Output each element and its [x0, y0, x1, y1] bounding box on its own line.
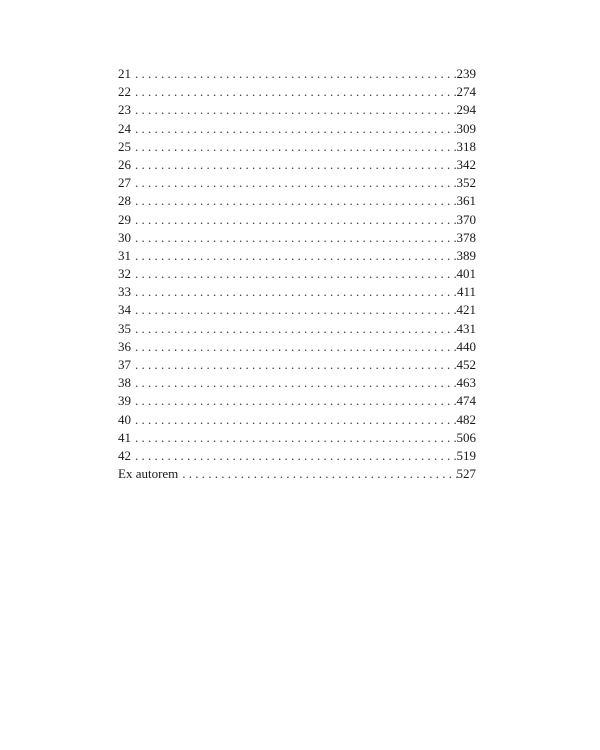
- toc-entry-label: 35: [118, 320, 131, 336]
- toc-entry: [118, 192, 476, 210]
- toc-entry-page: 309: [456, 120, 476, 136]
- toc-entry-label: 25: [118, 138, 131, 154]
- toc-entry-page: 431: [456, 320, 476, 336]
- toc-entry-label: 42: [118, 447, 131, 463]
- dot-leader: [135, 138, 457, 156]
- toc-entry-page: 370: [456, 211, 476, 227]
- toc-entry-page: 519: [456, 447, 476, 463]
- toc-entry-page: 352: [456, 175, 476, 191]
- toc-entry-page: 342: [456, 156, 476, 172]
- toc-entry-label: 24: [118, 120, 131, 136]
- toc-entry-label: 31: [118, 247, 131, 263]
- toc-entry: [118, 211, 476, 229]
- dot-leader: [135, 65, 457, 83]
- toc-entry-page: 506: [456, 429, 476, 445]
- dot-leader: [135, 229, 457, 247]
- dot-leader: [135, 374, 457, 392]
- toc-entry: [118, 338, 476, 356]
- toc-entry: [118, 138, 476, 156]
- toc-entry: [118, 374, 476, 392]
- toc-entry-label: 28: [118, 193, 131, 209]
- dot-leader: [135, 156, 457, 174]
- toc-entry-page: 452: [456, 357, 476, 372]
- toc-entry: [118, 429, 476, 447]
- toc-entry-page: 361: [456, 193, 476, 209]
- toc-entry-page: 274: [456, 84, 476, 100]
- toc-entry-page: 318: [456, 138, 476, 154]
- toc-entry-label: 32: [118, 266, 131, 282]
- dot-leader: [135, 392, 457, 410]
- toc-entry: [118, 301, 476, 319]
- toc-entry-page: 474: [456, 393, 476, 409]
- toc-entry: [118, 156, 476, 174]
- dot-leader: [135, 283, 457, 301]
- toc-entry-label: 36: [118, 338, 131, 354]
- toc-entry-label: 27: [118, 175, 131, 191]
- toc-entry: [118, 447, 476, 465]
- toc-entry: [118, 320, 476, 338]
- dot-leader: [135, 429, 457, 447]
- toc-entry-label: 37: [118, 357, 131, 372]
- toc-entry: [118, 120, 476, 138]
- table-of-contents: [118, 65, 476, 483]
- toc-entry-label: 34: [118, 302, 131, 318]
- toc-entry-label: 23: [118, 102, 131, 118]
- dot-leader: [135, 211, 457, 229]
- toc-entry: [118, 174, 476, 192]
- dot-leader: [135, 356, 457, 374]
- toc-entry: [118, 392, 476, 410]
- toc-entry: [118, 101, 476, 119]
- dot-leader: [135, 320, 457, 338]
- toc-entry-page: 294: [456, 102, 476, 118]
- toc-entry-page: 527: [456, 466, 476, 482]
- dot-leader: [135, 174, 457, 192]
- toc-entry: [118, 356, 476, 374]
- toc-entry-page: 239: [456, 66, 476, 81]
- dot-leader: [135, 447, 457, 465]
- toc-entry-page: 401: [456, 266, 476, 282]
- dot-leader: [135, 192, 457, 210]
- toc-entry: [118, 229, 476, 247]
- toc-entry-label: 29: [118, 211, 131, 227]
- toc-entry: [118, 247, 476, 265]
- toc-entry-page: 421: [456, 302, 476, 318]
- dot-leader: [135, 83, 457, 101]
- toc-entry-page: 389: [456, 247, 476, 263]
- dot-leader: [135, 338, 457, 356]
- toc-entry: [118, 83, 476, 101]
- toc-entry-label: Ex autorem: [118, 466, 179, 482]
- toc-entry-label: 38: [118, 375, 131, 391]
- toc-entry: [118, 283, 476, 301]
- dot-leader: [135, 265, 457, 283]
- dot-leader: [182, 465, 456, 483]
- dot-leader: [135, 120, 457, 138]
- toc-entry-label: 40: [118, 411, 131, 427]
- toc-entry-page: 378: [456, 229, 476, 245]
- toc-entry: [118, 411, 476, 429]
- toc-entry-page: 411: [456, 284, 476, 300]
- toc-entry-label: 39: [118, 393, 131, 409]
- dot-leader: [135, 411, 457, 429]
- toc-entry: [118, 465, 476, 483]
- toc-entry-page: 440: [456, 338, 476, 354]
- toc-entry-label: 33: [118, 284, 131, 300]
- toc-entry: [118, 265, 476, 283]
- toc-entry: [118, 65, 476, 83]
- toc-entry-label: 26: [118, 156, 131, 172]
- dot-leader: [135, 301, 457, 319]
- toc-entry-label: 21: [118, 66, 131, 81]
- dot-leader: [135, 101, 457, 119]
- toc-entry-page: 482: [456, 411, 476, 427]
- toc-entry-label: 22: [118, 84, 131, 100]
- toc-entry-page: 463: [456, 375, 476, 391]
- toc-entry-label: 41: [118, 429, 131, 445]
- toc-entry-label: 30: [118, 229, 131, 245]
- dot-leader: [135, 247, 457, 265]
